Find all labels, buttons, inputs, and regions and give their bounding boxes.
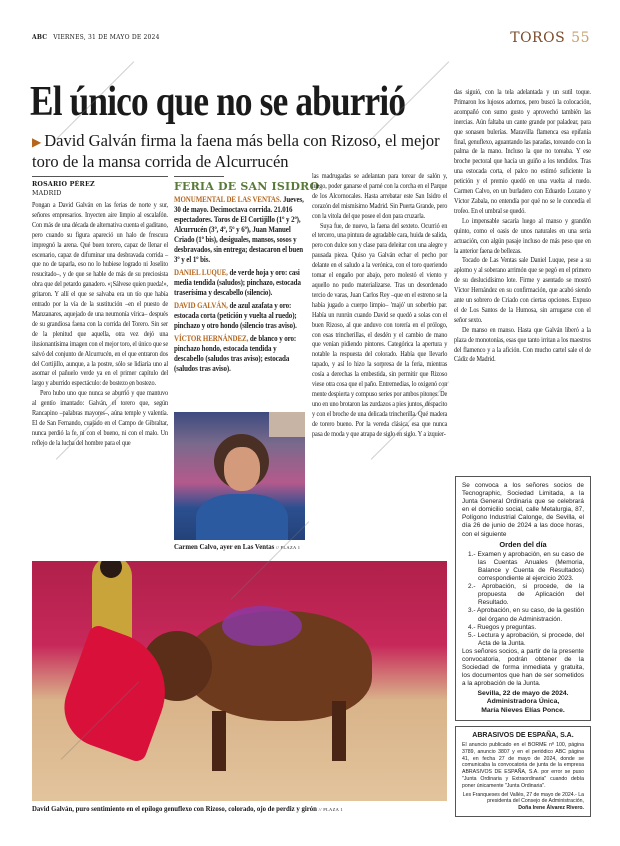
author: ROSARIO PÉREZ [32, 181, 95, 188]
sidebar-entry [174, 301, 306, 331]
notice-title: ABRASIVOS DE ESPAÑA, S.A. [472, 732, 574, 739]
triangle-icon: ▶ [32, 135, 42, 149]
article-column-4 [454, 87, 591, 364]
sidebar-entry [174, 268, 306, 298]
headline: El único que no se aburrió [30, 79, 406, 125]
entry-name: DANIEL LUQUE, [174, 268, 228, 277]
notice-body: El anuncio publicado en el BORME nº 100, página 3789, anuncio 3807 y en el periódico ABC página 41, en fecha 27 de mayo de 2024, donde se comunicaba la convocatoria de junta de la empresa ABRASIVOS DE ESPAÑA, S.A. por error se puso "Junta Ordinaria y Extraordinaria" cuando debía poner únicamente "Junta Ordinaria". [462, 742, 584, 789]
paragraph: las madrugadas se adelantan para torear de salón y, luego, poder ganarse el parné con la corcha en el Parque de los Alcornocales. Hasta arrebatar este San Isidro el corazón del mismísimo Madrid. Sin Puerta Grande, pero con la vitola del que posee el don para cruzarla. [312, 171, 448, 220]
date: VIERNES, 31 DE MAYO DE 2024 [53, 34, 160, 41]
entry-text: de verde hoja y oro: casi media tendida (saludos); pinchazo, estocada traserísima y descabello (silencio). [174, 268, 301, 297]
section-name: TOROS [510, 30, 566, 46]
article-column-1 [32, 200, 168, 448]
subhead [32, 131, 442, 172]
photo-caption [174, 544, 300, 551]
notice-abrasivos [455, 726, 591, 817]
results-sidebar [174, 195, 306, 377]
photo-caption [32, 806, 343, 813]
photo-credit: // PLAZA 1 [318, 807, 343, 812]
notice-place: Les Franqueses del Vallès, 27 de mayo de 2024.- La presidenta del Consejo de Administración, [462, 791, 584, 805]
paragraph: De manso en manso. Hasta que Galván liberó a la plaza de monotonías, esas que tanto irritan a los maestros del flamenco y a la afición. Con mucho cartel sale el de Cádiz de Madrid. [454, 324, 591, 364]
paragraph: Pongan a David Galván en las ferias de norte y sur, señores empresarios. Inyecten aire limpio al escalafón. Con más de una década de alternativa cuenta el gaditano, pero cuando su figura apareció un halo de frescura impregnó la arena. Qué buen torero, capaz de llenar el escenario, capaz de difuminar una desbravada corrida –que no de taparla, eso no lo hubiese logrado ni Joselito resucitado–, y de que se hable de más de su preciosista obra que del petardo ganadero. «¡Sálvese quien pueda!», gritaron. Y allí el que se salvaba era un tío que había entrado por la vía de la sustitución –en el puesto de Manzanares, aquejado de una neumonía vírica– después de su grandiosa faena con la corrida del Torero. Sin ser de la plenitud que aquella, otra vez dejó una ilusionantísima imagen con el mejor toro, el único que se salvó del conjunto de Alcurrucén, en el que entraron dos del Cortijillo, aunque, a la postre, sólo se lidiaría uno al asomar el pañuelo verde ya en el primer capítulo del largo y aburrido espectáculo: de bostezo en bostezo. [32, 200, 168, 388]
entry-name: DAVID GALVÁN, [174, 301, 228, 310]
notice-intro: Se convoca a los señores socios de Tecnographic, Sociedad Limitada, a la Junta General Ordinaria que se celebrará en el domicilio social, calle Metalurgia, 87, Polígono Industrial Calonge, de Sevilla, el día 26 de junio de 2024 a las doce horas, con el siguiente [462, 482, 584, 538]
agenda-item: 3.- Aprobación, en su caso, de la gestión del órgano de Administración. [468, 607, 584, 623]
notice-signer: Doña Irene Álvarez Rivero. [518, 805, 584, 812]
section-label [510, 30, 590, 46]
notice-tecnographic [455, 476, 591, 721]
notice-signature: María Nieves Elías Ponce. [481, 706, 565, 714]
sidebar-entry [174, 195, 306, 265]
sidebar-title: FERIA DE SAN ISIDRO [174, 180, 320, 193]
byline [32, 180, 95, 198]
article-column-3 [312, 171, 447, 438]
paragraph: Pero hubo uno que nunca se aburrió y que mantuvo al gentío imantado: Galván, el torero que, según Rancapino –palabras mayores–, aúna temple y valentía. El de San Fernando, cuajado en el Campo de Gibraltar, nunca perdió la fe, ni con el bueno, ni con el malo. Un reflejo de la lucha del hombre para el que [32, 388, 168, 447]
caption-text: Carmen Calvo, ayer en Las Ventas [174, 544, 275, 551]
entry-text: de azul azafata y oro: estocada corta (petición y vuelta al ruedo); pinchazo y otro hondo (silencio tras aviso). [174, 301, 297, 330]
agenda-title: Orden del día [499, 539, 547, 549]
photo-carmen-calvo [174, 412, 305, 540]
paragraph: Lo impensable sacaría luego al manso y grandón quinto, como el oasis de unos naturales en una seria actuación, con algún pasaje incluso de más peso que en la anterior faena de bellezas. [454, 215, 591, 255]
agenda-item: 1.- Examen y aprobación, en su caso de las Cuentas Anuales (Memoria, Balance y Cuenta de Resultados) correspondiente al ejercicio 2023. [468, 550, 584, 583]
entry-name: VÍCTOR HERNÁNDEZ, [174, 334, 249, 343]
page-number: 55 [571, 30, 590, 46]
paragraph: Suya fue, de nuevo, la faena del sexteto. Ocurrió en el tercero, una pintura de agradable cara, huida de salida, pero con dulce son y clase para deleitar con una alegre y pausada pieza. Quiso ya Galván echar el pecho por delante en el saludo a la verónica, con el toro queriendo tomar el engaño por abajo, pero molestó el viento y aquello no pudo materializarse. Tras un desordenado tercio de varas, Juan Carlos Rey –que en el estreno se la había jugado a cuerpo limpio– 'majó' un soberbio par. Había un runrún cuando David se quedó a solas con el buen Rizoso, al que anduvo con torería en el prólogo, con esas trincherillas, el desdén y el cambio de mano que venían pidiendo pintores. Categórica la apertura y notable la respuesta del colorado. Había que llevarlo tapado, y así lo hizo la sorpresa de la feria, mientras cosía a derechas la embestida, sin permitir que Rizoso viese otra cosa que el paño. Entremedias, lo oxigenó con mente despierta y compuso series por ambos pitones. De uno en uno brotaron las zurdazos a pies juntos, despacito y con el broche de una delicada trincherilla. Qué madera de torero bueno. Por la vereda clásica, esa que nunca pasa de moda y que atrapa de siglo en siglo. Y a izquier- [312, 220, 448, 438]
paragraph: Tocado de Las Ventas sale Daniel Luque, pese a su aplomo y al soberano arrimón que se pegó en el primero de su deslucidísimo lote. Firme y asentado se mostró Víctor Hernández en su confirmación, que acabó siendo ante un sobrero de Criado con ciertas opciones. Expuso el de Los Santos de la Humosa, sin arrugarse con el señor sexto. [454, 255, 591, 324]
agenda-item: 2.- Aprobación, si procede, de la propuesta de Aplicación del Resultado. [468, 583, 584, 607]
notice-signature: Sevilla, 22 de mayo de 2024. [477, 690, 569, 698]
notice-signature: Administradora Única, [486, 698, 560, 706]
agenda-item: 5.- Lectura y aprobación, si procede, del Acta de la Junta. [468, 631, 584, 647]
entry-name: MONUMENTAL DE LAS VENTAS. [174, 195, 282, 204]
caption-text: David Galván, puro sentimiento en el epílogo genuflexo con Rizoso, colorado, ojo de perdiz y girón [32, 806, 317, 813]
entry-text: de blanco y oro: pinchazo hondo, estocada tendida y descabello (saludos tras aviso); estocada (saludos tras aviso). [174, 334, 297, 373]
divider [174, 176, 224, 177]
agenda-list [462, 551, 584, 648]
location: MADRID [32, 190, 62, 197]
subhead-text: David Galván firma la faena más bella con Rizoso, el mejor toro de la mansa corrida de Alcurrucén [32, 131, 440, 171]
page-header-left [32, 34, 160, 41]
brand: ABC [32, 34, 48, 41]
divider [32, 176, 168, 177]
entry-text: Jueves, 30 de mayo. Decimoctava corrida. 21.016 espectadores. Toros de El Cortijillo (1º y 2º), Alcurrucén (3º, 4º, 5º y 6º), Juan Manuel Criado (1º bis), desiguales, mansos, sosos y desbravados, sin entrega; destacaron el buen 3º y el 1º bis. [174, 195, 304, 264]
sidebar-entry [174, 334, 306, 374]
paragraph: das siguió, con la tela adelantada y un sutil toque. Primaron los lujosos adornos, pero buscó la colocación, acompañó con sumo gusto y aprovechó también las inercias. Aún faltaba un cante grande por paladear, para que sonasen bulerías. Maravilla flamenca esa epifanía final, genuflexo, aguantando las paradas, toreando con la palma de la mano. Incluso la que no toreaba. Y ese broche pectoral que hacía un guiño a los tendidos. Tras una estocada corta, el palco no estimó suficiente la petición y el premio quedó en una vuelta al ruedo. Carmen Calvo, en un burladero con Eduardo Lozano y Víctor Zabala, no entendía por qué no se le concedía el trofeo. En el umbral se quedó. [454, 87, 591, 215]
notice-closing: Los señores socios, a partir de la presente convocatoria, podrán obtener de la Sociedad de forma inmediata y gratuita, los documentos que han de ser sometidos a la aprobación de la Junta. [462, 647, 584, 688]
photo-bullfight [32, 561, 447, 801]
agenda-item: 4.- Ruegos y preguntas. [468, 623, 537, 631]
photo-credit: // PLAZA 1 [276, 545, 301, 550]
